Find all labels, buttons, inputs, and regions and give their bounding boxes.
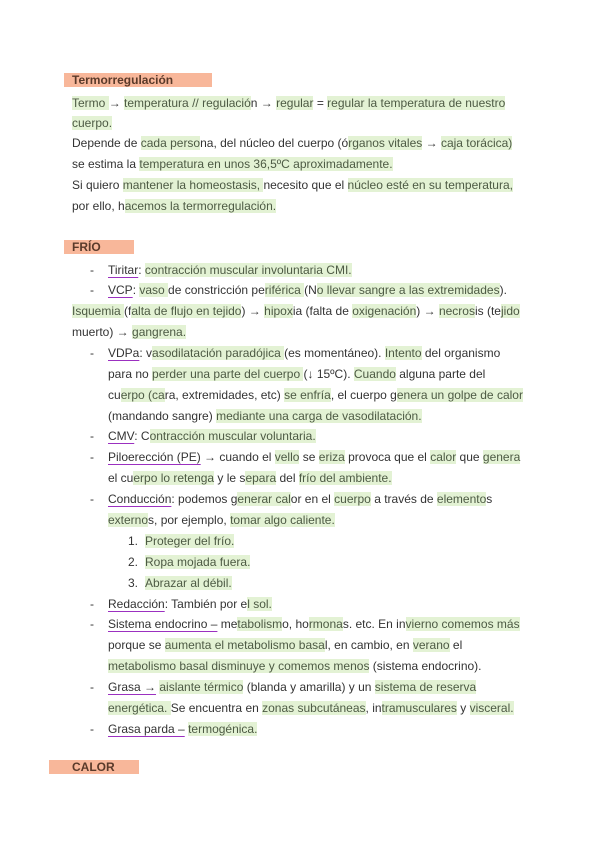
highlighted-text: verano — [412, 638, 450, 652]
highlighted-text: zonas subcutáneas — [262, 701, 366, 715]
text-line — [108, 637, 462, 653]
text-line — [108, 262, 352, 278]
underlined-term: Piloerección (PE) — [108, 450, 201, 464]
text: porque se — [108, 638, 165, 652]
text: (mandando sangre) — [108, 409, 217, 423]
numbered-item — [145, 575, 232, 591]
text-line — [72, 135, 512, 151]
highlighted-text: perder una parte del cuerpo — [152, 367, 304, 381]
text: s — [486, 492, 493, 506]
heading-termorregulacion: Termorregulación — [64, 73, 212, 87]
bullet-dash: - — [90, 492, 94, 506]
heading-calor: CALOR — [49, 760, 139, 774]
text: ) → — [416, 304, 439, 318]
bullet-dash: - — [90, 263, 94, 277]
text: del — [276, 471, 299, 485]
highlighted-text: Abrazar al débil. — [145, 576, 232, 590]
text: para no — [108, 367, 153, 381]
text-line — [108, 282, 507, 298]
text: (blanda y amarilla) y un — [243, 680, 375, 694]
text: cu — [108, 388, 121, 402]
text: l, en cambio, en — [324, 638, 413, 652]
text: : — [138, 263, 145, 277]
highlighted-text: tomar algo caliente. — [230, 513, 335, 527]
underlined-term: Grasa parda – — [108, 722, 185, 736]
text: y — [456, 701, 470, 715]
highlighted-text: temperatura en unos 36,5ºC aproximadamente. — [139, 157, 393, 171]
highlighted-text: vello — [274, 450, 300, 464]
text-line — [108, 679, 476, 695]
bullet-dash: - — [90, 346, 94, 360]
text-line — [108, 387, 523, 403]
highlighted-text: caja torácica) — [440, 136, 513, 150]
text-line — [108, 345, 500, 361]
text: (sistema endocrino). — [369, 659, 482, 673]
text-line — [108, 700, 514, 716]
text: de constricción pe — [168, 283, 265, 297]
text: : v — [139, 346, 153, 360]
text: se estima la — [72, 157, 140, 171]
highlighted-text: Intento — [384, 346, 422, 360]
highlighted-text: aislante térmico — [159, 680, 244, 694]
text-line — [108, 470, 392, 486]
text: muerto) → — [72, 325, 133, 339]
text: s, por ejemplo, — [148, 513, 231, 527]
highlighted-text: energética. — [108, 701, 171, 715]
highlighted-text: externo — [108, 513, 149, 527]
text: el cu — [108, 471, 134, 485]
text: : También por e — [164, 597, 248, 611]
highlighted-text: rmona — [308, 617, 343, 631]
text: (f — [124, 304, 132, 318]
text-line — [108, 512, 335, 528]
highlighted-text: gangrena. — [132, 325, 187, 339]
highlighted-text: riférica — [264, 283, 305, 297]
text: Si quiero — [72, 178, 123, 192]
highlighted-text: ontracción muscular voluntaria. — [149, 429, 316, 443]
text: na, del núcleo del cuerpo (ó — [200, 136, 349, 150]
highlighted-text: erpo (ca — [120, 388, 165, 402]
underlined-term: Conducción — [108, 492, 172, 506]
text: (N — [304, 283, 317, 297]
text: , in — [365, 701, 382, 715]
highlighted-text: Termo — [72, 96, 109, 110]
text-line — [108, 366, 485, 382]
highlighted-text: acemos la termorregulación. — [124, 199, 277, 213]
text-line — [72, 95, 505, 111]
text: , el cuerpo g — [330, 388, 397, 402]
highlighted-text: mediante una carga de vasodilatación. — [216, 409, 422, 423]
highlighted-text: rganos vitales — [348, 136, 423, 150]
highlighted-text: metabolismo basal disminuye y comemos menos — [108, 659, 370, 673]
text: por ello, h — [72, 199, 125, 213]
highlighted-text: alta de flujo en tejido — [131, 304, 242, 318]
highlighted-text: vierno comemos más — [405, 617, 520, 631]
text-line — [72, 303, 520, 319]
highlighted-text: tabolism — [237, 617, 283, 631]
highlighted-text: tramusculares — [381, 701, 457, 715]
highlighted-text: l sol. — [247, 597, 272, 611]
highlighted-text: erpo lo retenga — [133, 471, 215, 485]
underlined-term: VCP — [108, 283, 133, 297]
bullet-dash: - — [90, 597, 94, 611]
highlighted-text: contracción muscular involuntaria CMI. — [144, 263, 352, 277]
text-line — [72, 198, 276, 214]
highlighted-text: elemento — [436, 492, 487, 506]
highlighted-text: asodilatación paradójica — [152, 346, 285, 360]
highlighted-text: Proteger del frío. — [145, 534, 235, 548]
text-line — [72, 324, 186, 340]
text: necesito que el — [263, 178, 348, 192]
text: se — [299, 450, 319, 464]
underlined-term: VDPa — [108, 346, 140, 360]
highlighted-text: visceral. — [469, 701, 514, 715]
text: is (te — [474, 304, 501, 318]
text-line — [72, 156, 393, 172]
text: → — [108, 96, 125, 110]
text: = — [313, 96, 328, 110]
text: provoca que el — [344, 450, 431, 464]
bullet-dash: - — [90, 617, 94, 631]
text: : podemos g — [171, 492, 238, 506]
text-line — [108, 616, 520, 632]
numbered-item — [145, 554, 250, 570]
highlighted-text: se enfría — [284, 388, 331, 402]
text: que — [456, 450, 483, 464]
underlined-term: Redacción — [108, 597, 165, 611]
highlighted-text: enerar cal — [237, 492, 291, 506]
text-line — [72, 115, 112, 131]
text: ra, extremidades, etc) — [164, 388, 285, 402]
highlighted-text: calor — [430, 450, 457, 464]
highlighted-text: hipox — [264, 304, 293, 318]
highlighted-text: regular — [276, 96, 314, 110]
text-line — [108, 491, 492, 507]
highlighted-text: cuerpo. — [72, 116, 113, 130]
text: ia (falta de — [292, 304, 353, 318]
text-line — [108, 449, 520, 465]
highlighted-text: núcleo esté en su temperatura, — [347, 178, 513, 192]
highlighted-text: sangre a las — [358, 283, 428, 297]
highlighted-text: epara — [245, 471, 277, 485]
bullet-dash: - — [90, 283, 94, 297]
text: alguna parte del — [395, 367, 486, 381]
text-line — [108, 428, 316, 444]
text: ). — [499, 283, 507, 297]
highlighted-text: frío del ambiente. — [298, 471, 392, 485]
highlighted-text: Isquemia — [72, 304, 125, 318]
text-line — [108, 596, 272, 612]
highlighted-text: cada perso — [140, 136, 201, 150]
text: Se encuentra en — [170, 701, 263, 715]
text: o, ho — [282, 617, 309, 631]
text: or en el — [290, 492, 335, 506]
highlighted-text: oxigenación — [352, 304, 417, 318]
highlighted-text: regulació — [202, 96, 251, 110]
highlighted-text: extremidades — [427, 283, 500, 297]
highlighted-text: vaso — [139, 283, 169, 297]
highlighted-text: enera un golpe de calor — [396, 388, 523, 402]
text-line — [108, 658, 482, 674]
list-number: 1. — [128, 534, 139, 548]
text-line — [108, 721, 257, 737]
highlighted-text: Cuando — [353, 367, 396, 381]
highlighted-text: regular la temperatura de nuestro — [327, 96, 506, 110]
heading-frio: FRÍO — [64, 240, 134, 254]
underlined-term: CMV — [108, 429, 135, 443]
text: Depende de — [72, 136, 141, 150]
list-number: 3. — [128, 576, 139, 590]
highlighted-text: mantener la homeostasis, — [122, 178, 264, 192]
highlighted-text: termogénica. — [188, 722, 258, 736]
text-line — [108, 408, 422, 424]
underlined-term: Sistema endocrino – — [108, 617, 218, 631]
highlighted-text: cuerpo — [334, 492, 371, 506]
highlighted-text: genera — [482, 450, 521, 464]
highlighted-text: jido — [500, 304, 520, 318]
highlighted-text: eriza — [318, 450, 345, 464]
text: a través de — [370, 492, 437, 506]
text: : — [132, 283, 140, 297]
text: me — [217, 617, 238, 631]
bullet-dash: - — [90, 722, 94, 736]
text: → cuando el — [200, 450, 275, 464]
text: del organismo — [421, 346, 501, 360]
bullet-dash: - — [90, 450, 94, 464]
text: (es momentáneo). — [284, 346, 385, 360]
underlined-term: Grasa → — [108, 680, 157, 694]
highlighted-text: necros — [438, 304, 475, 318]
text: y le s — [214, 471, 246, 485]
text: : C — [134, 429, 150, 443]
highlighted-text: sistema de reserva — [374, 680, 477, 694]
highlighted-text: temperatura // — [124, 96, 203, 110]
text: → — [422, 136, 441, 150]
text: ) → — [241, 304, 265, 318]
list-number: 2. — [128, 555, 139, 569]
highlighted-text: Ropa mojada fuera. — [145, 555, 251, 569]
text: (↓ 15ºC). — [303, 367, 354, 381]
text: n → — [250, 96, 277, 110]
text: el — [449, 638, 463, 652]
text-line — [72, 177, 513, 193]
highlighted-text: aumenta el metabolismo basa — [164, 638, 325, 652]
underlined-term: Tiritar — [108, 263, 139, 277]
numbered-item — [145, 533, 234, 549]
highlighted-text: o llevar — [316, 283, 359, 297]
bullet-dash: - — [90, 680, 94, 694]
bullet-dash: - — [90, 429, 94, 443]
text: s. etc. En in — [342, 617, 406, 631]
